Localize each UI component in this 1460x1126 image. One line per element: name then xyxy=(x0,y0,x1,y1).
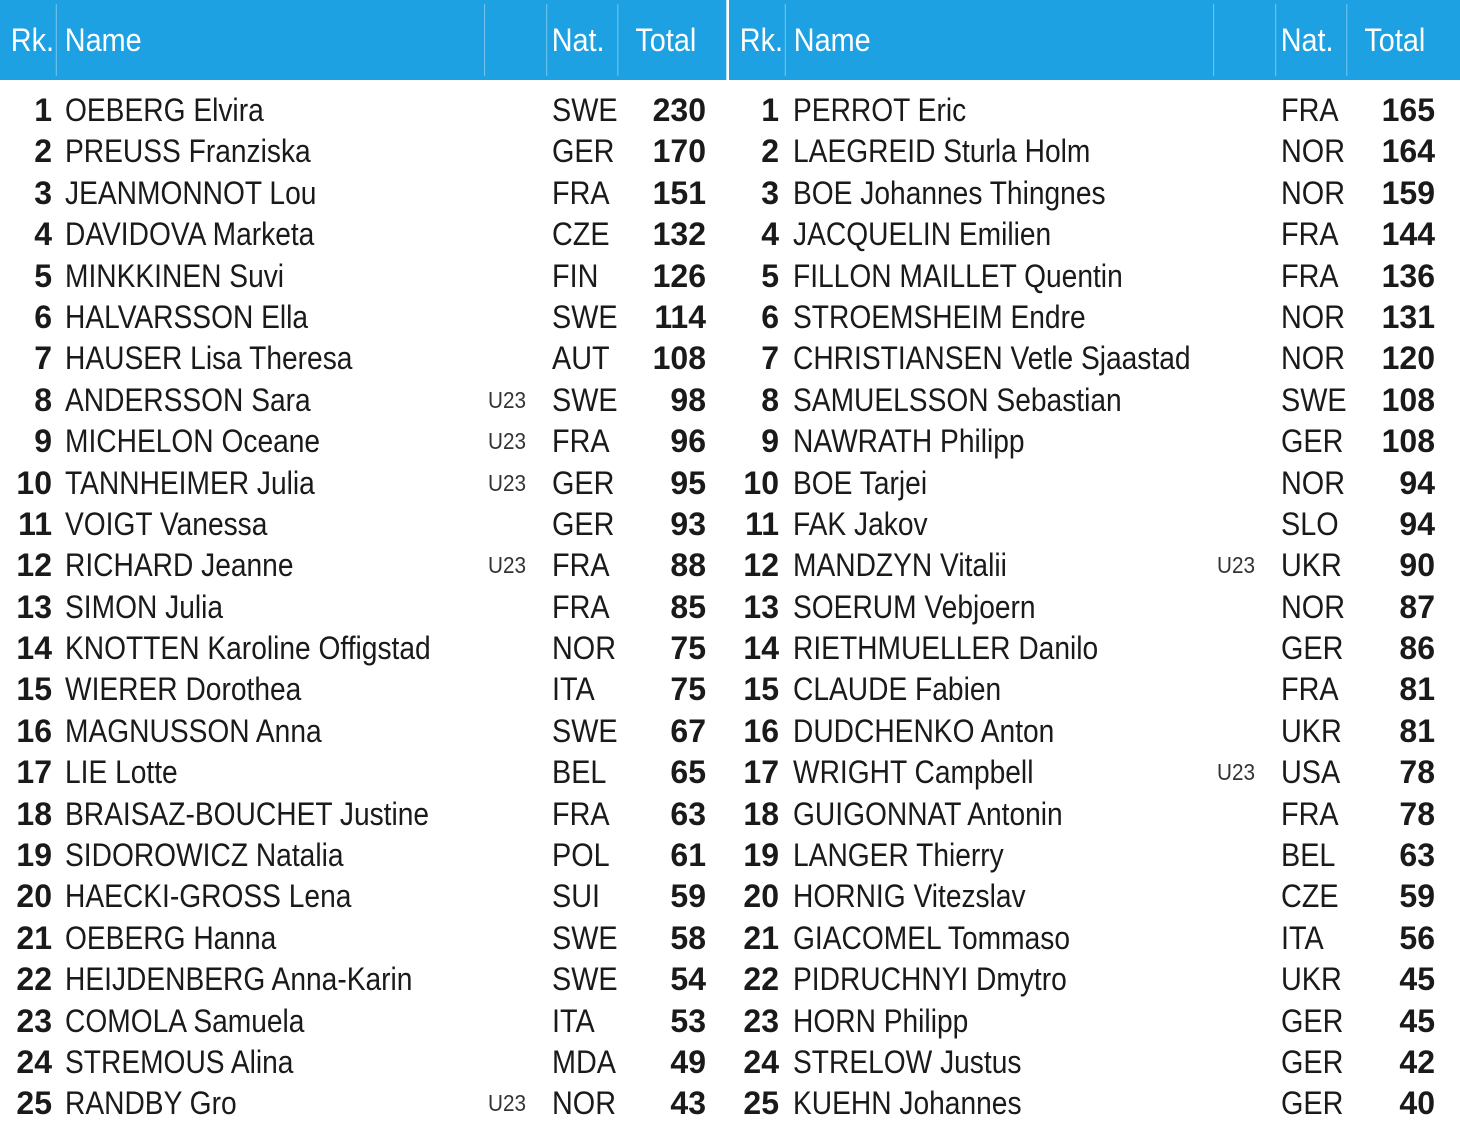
table-row xyxy=(729,628,1460,669)
table-row xyxy=(0,504,726,545)
table-row xyxy=(729,463,1460,504)
athlete-name: KNOTTEN Karoline Offigstad xyxy=(65,630,431,667)
nation-code: ITA xyxy=(552,1002,595,1039)
table-row xyxy=(729,297,1460,338)
rank-cell: 12 xyxy=(743,547,779,584)
header-divider xyxy=(56,4,57,76)
nation-code: NOR xyxy=(552,630,616,667)
nation-code: NOR xyxy=(1281,340,1345,377)
table-row xyxy=(0,380,726,421)
athlete-name: DAVIDOVA Marketa xyxy=(65,216,315,253)
table-row xyxy=(729,918,1460,959)
rank-cell: 12 xyxy=(16,547,52,584)
total-points: 93 xyxy=(670,505,706,542)
athlete-name: RIETHMUELLER Danilo xyxy=(793,630,1099,667)
athlete-name: BOE Tarjei xyxy=(793,464,928,501)
table-row xyxy=(729,711,1460,752)
athlete-name: JEANMONNOT Lou xyxy=(65,174,317,211)
header-divider xyxy=(1213,4,1214,76)
total-points: 75 xyxy=(670,671,706,708)
rank-cell: 8 xyxy=(761,381,779,418)
rank-cell: 1 xyxy=(761,92,779,128)
nation-code: NOR xyxy=(1281,298,1345,335)
total-points: 131 xyxy=(1381,298,1435,335)
table-row xyxy=(729,1001,1460,1042)
nation-code: GER xyxy=(1281,423,1344,460)
header-divider xyxy=(1275,4,1276,76)
rank-cell: 16 xyxy=(743,712,779,749)
header-divider xyxy=(785,4,786,76)
nation-code: UKR xyxy=(1281,547,1342,584)
rank-cell: 4 xyxy=(761,216,779,253)
nation-code: FRA xyxy=(552,174,610,211)
nation-code: GER xyxy=(1281,1002,1344,1039)
athlete-name: OEBERG Elvira xyxy=(65,92,264,128)
nation-code: GER xyxy=(552,505,615,542)
athlete-name: HORNIG Vitezslav xyxy=(793,878,1026,915)
total-points: 61 xyxy=(670,837,706,874)
athlete-name: HORN Philipp xyxy=(793,1002,969,1039)
nation-code: SUI xyxy=(552,878,601,915)
table-row xyxy=(729,90,1460,131)
table-row xyxy=(729,545,1460,586)
nation-code: FRA xyxy=(552,795,610,832)
total-points: 87 xyxy=(1399,588,1435,625)
rank-cell: 13 xyxy=(743,588,779,625)
women-standings-table xyxy=(0,0,726,1126)
athlete-name: DUDCHENKO Anton xyxy=(793,712,1055,749)
rank-cell: 23 xyxy=(16,1002,52,1039)
nation-code: SWE xyxy=(552,919,618,956)
total-points: 85 xyxy=(670,588,706,625)
athlete-name: GUIGONNAT Antonin xyxy=(793,795,1063,832)
table-row xyxy=(0,587,726,628)
total-points: 94 xyxy=(1399,464,1435,501)
rank-cell: 24 xyxy=(16,1043,52,1080)
table-row xyxy=(729,214,1460,255)
total-points: 108 xyxy=(1381,381,1435,418)
athlete-name: OEBERG Hanna xyxy=(65,919,277,956)
rank-cell: 19 xyxy=(743,837,779,874)
athlete-name: ANDERSSON Sara xyxy=(65,381,311,418)
athlete-name: WIERER Dorothea xyxy=(65,671,302,708)
nation-code: FRA xyxy=(1281,216,1339,253)
total-points: 136 xyxy=(1381,257,1435,294)
total-points: 170 xyxy=(652,133,706,170)
nation-code: FRA xyxy=(1281,795,1339,832)
table-row xyxy=(0,1001,726,1042)
total-points: 86 xyxy=(1399,630,1435,667)
nation-code: NOR xyxy=(1281,464,1345,501)
table-row xyxy=(729,752,1460,793)
rank-cell: 17 xyxy=(16,754,52,791)
total-points: 98 xyxy=(670,381,706,418)
rank-cell: 4 xyxy=(34,216,52,253)
athlete-name: HAECKI-GROSS Lena xyxy=(65,878,352,915)
nation-code: MDA xyxy=(552,1043,616,1080)
nation-code: SWE xyxy=(552,712,618,749)
header-divider xyxy=(617,4,618,76)
nation-code: GER xyxy=(552,133,615,170)
table-row xyxy=(729,421,1460,462)
nation-code: ITA xyxy=(552,671,595,708)
table-row xyxy=(0,421,726,462)
athlete-name: CHRISTIANSEN Vetle Sjaastad xyxy=(793,340,1191,377)
nation-code: FRA xyxy=(1281,92,1339,128)
table-row xyxy=(0,463,726,504)
rank-cell: 14 xyxy=(743,630,779,667)
table-row xyxy=(729,1083,1460,1124)
athlete-name: RICHARD Jeanne xyxy=(65,547,294,584)
total-points: 56 xyxy=(1399,919,1435,956)
header-total: Total xyxy=(1364,22,1426,58)
rank-cell: 9 xyxy=(34,423,52,460)
nation-code: CZE xyxy=(1281,878,1339,915)
nation-code: FRA xyxy=(552,588,610,625)
header-total: Total xyxy=(635,22,697,58)
nation-code: FRA xyxy=(552,547,610,584)
rank-cell: 6 xyxy=(761,298,779,335)
total-points: 63 xyxy=(670,795,706,832)
header-name: Name xyxy=(793,22,871,58)
athlete-name: MICHELON Oceane xyxy=(65,423,321,460)
table-row xyxy=(0,338,726,379)
nation-code: CZE xyxy=(552,216,610,253)
athlete-name: CLAUDE Fabien xyxy=(793,671,1002,708)
u23-tag: U23 xyxy=(1217,552,1255,579)
table-row xyxy=(729,876,1460,917)
rank-cell: 20 xyxy=(16,878,52,915)
nation-code: SWE xyxy=(552,92,618,128)
rank-cell: 25 xyxy=(16,1085,52,1122)
rank-cell: 1 xyxy=(34,92,52,128)
athlete-name: RANDBY Gro xyxy=(65,1085,237,1122)
rank-cell: 7 xyxy=(761,340,779,377)
athlete-name: STREMOUS Alina xyxy=(65,1043,294,1080)
athlete-name: SOERUM Vebjoern xyxy=(793,588,1036,625)
nation-code: FIN xyxy=(552,257,599,294)
rank-cell: 15 xyxy=(16,671,52,708)
header-name: Name xyxy=(64,22,142,58)
table-row xyxy=(0,297,726,338)
total-points: 126 xyxy=(652,257,706,294)
table-row xyxy=(0,173,726,214)
table-row xyxy=(729,131,1460,172)
table-row xyxy=(0,876,726,917)
rank-cell: 15 xyxy=(743,671,779,708)
athlete-name: NAWRATH Philipp xyxy=(793,423,1025,460)
rank-cell: 10 xyxy=(16,464,52,501)
total-points: 108 xyxy=(1381,423,1435,460)
nation-code: SWE xyxy=(552,381,618,418)
header-nat: Nat. xyxy=(551,22,605,58)
total-points: 78 xyxy=(1399,754,1435,791)
nation-code: NOR xyxy=(1281,133,1345,170)
table-row xyxy=(729,835,1460,876)
rank-cell: 5 xyxy=(34,257,52,294)
nation-code: GER xyxy=(1281,1043,1344,1080)
rank-cell: 2 xyxy=(34,133,52,170)
athlete-name: VOIGT Vanessa xyxy=(65,505,268,542)
rank-cell: 2 xyxy=(761,133,779,170)
total-points: 96 xyxy=(670,423,706,460)
total-points: 165 xyxy=(1381,92,1435,128)
rank-cell: 25 xyxy=(743,1085,779,1122)
rank-cell: 21 xyxy=(16,919,52,956)
athlete-name: PIDRUCHNYI Dmytro xyxy=(793,961,1067,998)
athlete-name: HALVARSSON Ella xyxy=(65,298,309,335)
table-row xyxy=(0,711,726,752)
nation-code: UKR xyxy=(1281,961,1342,998)
total-points: 54 xyxy=(670,961,706,998)
nation-code: BEL xyxy=(1281,837,1336,874)
athlete-name: FAK Jakov xyxy=(793,505,928,542)
header-nat: Nat. xyxy=(1280,22,1334,58)
total-points: 159 xyxy=(1381,174,1435,211)
athlete-name: MANDZYN Vitalii xyxy=(793,547,1007,584)
rank-cell: 9 xyxy=(761,423,779,460)
total-points: 90 xyxy=(1399,547,1435,584)
total-points: 49 xyxy=(670,1043,706,1080)
table-header xyxy=(0,0,727,80)
athlete-name: SIDOROWICZ Natalia xyxy=(65,837,344,874)
rank-cell: 13 xyxy=(16,588,52,625)
standings-rows xyxy=(729,90,1460,1125)
nation-code: USA xyxy=(1281,754,1341,791)
nation-code: SWE xyxy=(552,298,618,335)
nation-code: FRA xyxy=(1281,671,1339,708)
table-row xyxy=(729,380,1460,421)
nation-code: BEL xyxy=(552,754,607,791)
athlete-name: STRELOW Justus xyxy=(793,1043,1022,1080)
total-points: 88 xyxy=(670,547,706,584)
rank-cell: 23 xyxy=(743,1002,779,1039)
rank-cell: 11 xyxy=(18,505,52,542)
athlete-name: WRIGHT Campbell xyxy=(793,754,1034,791)
athlete-name: SAMUELSSON Sebastian xyxy=(793,381,1122,418)
total-points: 59 xyxy=(670,878,706,915)
total-points: 78 xyxy=(1399,795,1435,832)
table-row xyxy=(0,90,726,131)
athlete-name: MAGNUSSON Anna xyxy=(65,712,322,749)
rank-cell: 6 xyxy=(34,298,52,335)
total-points: 108 xyxy=(652,340,706,377)
table-row xyxy=(0,835,726,876)
table-row xyxy=(729,587,1460,628)
athlete-name: STROEMSHEIM Endre xyxy=(793,298,1086,335)
table-row xyxy=(0,752,726,793)
athlete-name: KUEHN Johannes xyxy=(793,1085,1022,1122)
total-points: 81 xyxy=(1399,712,1435,749)
table-row xyxy=(0,1042,726,1083)
nation-code: GER xyxy=(552,464,615,501)
total-points: 132 xyxy=(652,216,706,253)
total-points: 45 xyxy=(1399,961,1435,998)
rank-cell: 10 xyxy=(743,464,779,501)
rank-cell: 8 xyxy=(34,381,52,418)
table-row xyxy=(729,504,1460,545)
table-row xyxy=(729,669,1460,710)
athlete-name: SIMON Julia xyxy=(65,588,224,625)
total-points: 59 xyxy=(1399,878,1435,915)
table-row xyxy=(729,794,1460,835)
total-points: 95 xyxy=(670,464,706,501)
athlete-name: BOE Johannes Thingnes xyxy=(793,174,1106,211)
table-row xyxy=(0,214,726,255)
nation-code: FRA xyxy=(1281,257,1339,294)
nation-code: NOR xyxy=(1281,588,1345,625)
total-points: 40 xyxy=(1399,1085,1435,1122)
athlete-name: PERROT Eric xyxy=(793,92,967,128)
table-row xyxy=(729,1042,1460,1083)
header-rank: Rk. xyxy=(10,22,54,58)
total-points: 81 xyxy=(1399,671,1435,708)
total-points: 144 xyxy=(1381,216,1435,253)
total-points: 75 xyxy=(670,630,706,667)
athlete-name: BRAISAZ-BOUCHET Justine xyxy=(65,795,430,832)
athlete-name: LANGER Thierry xyxy=(793,837,1004,874)
table-header xyxy=(729,0,1460,80)
total-points: 63 xyxy=(1399,837,1435,874)
rank-cell: 18 xyxy=(16,795,52,832)
total-points: 43 xyxy=(670,1085,706,1122)
nation-code: NOR xyxy=(1281,174,1345,211)
men-standings-table xyxy=(729,0,1460,1126)
rank-cell: 24 xyxy=(743,1043,779,1080)
table-row xyxy=(729,173,1460,214)
nation-code: SWE xyxy=(552,961,618,998)
rank-cell: 14 xyxy=(16,630,52,667)
athlete-name: TANNHEIMER Julia xyxy=(65,464,315,501)
nation-code: GER xyxy=(1281,1085,1344,1122)
header-divider xyxy=(1346,4,1347,76)
rank-cell: 11 xyxy=(745,505,779,542)
total-points: 120 xyxy=(1381,340,1435,377)
table-row xyxy=(729,338,1460,379)
nation-code: NOR xyxy=(552,1085,616,1122)
rank-cell: 3 xyxy=(34,174,52,211)
nation-code: FRA xyxy=(552,423,610,460)
u23-tag: U23 xyxy=(488,469,526,496)
table-row xyxy=(0,959,726,1000)
athlete-name: HEIJDENBERG Anna-Karin xyxy=(65,961,413,998)
table-row xyxy=(0,1083,726,1124)
total-points: 53 xyxy=(670,1002,706,1039)
header-rank: Rk. xyxy=(739,22,783,58)
total-points: 94 xyxy=(1399,505,1435,542)
nation-code: SLO xyxy=(1281,505,1339,542)
athlete-name: FILLON MAILLET Quentin xyxy=(793,257,1123,294)
total-points: 114 xyxy=(654,298,706,335)
table-row xyxy=(0,918,726,959)
rank-cell: 19 xyxy=(16,837,52,874)
athlete-name: MINKKINEN Suvi xyxy=(65,257,285,294)
total-points: 42 xyxy=(1399,1043,1435,1080)
rank-cell: 22 xyxy=(16,961,52,998)
nation-code: ITA xyxy=(1281,919,1324,956)
table-row xyxy=(0,669,726,710)
nation-code: GER xyxy=(1281,630,1344,667)
athlete-name: HAUSER Lisa Theresa xyxy=(65,340,353,377)
rank-cell: 21 xyxy=(743,919,779,956)
athlete-name: LAEGREID Sturla Holm xyxy=(793,133,1091,170)
u23-tag: U23 xyxy=(488,552,526,579)
total-points: 65 xyxy=(670,754,706,791)
rank-cell: 5 xyxy=(761,257,779,294)
table-row xyxy=(729,959,1460,1000)
total-points: 164 xyxy=(1381,133,1435,170)
rank-cell: 17 xyxy=(743,754,779,791)
total-points: 230 xyxy=(652,92,706,128)
rank-cell: 7 xyxy=(34,340,52,377)
u23-tag: U23 xyxy=(488,1090,526,1117)
athlete-name: JACQUELIN Emilien xyxy=(793,216,1052,253)
total-points: 45 xyxy=(1399,1002,1435,1039)
u23-tag: U23 xyxy=(1217,759,1255,786)
athlete-name: GIACOMEL Tommaso xyxy=(793,919,1070,956)
total-points: 67 xyxy=(670,712,706,749)
rank-cell: 3 xyxy=(761,174,779,211)
athlete-name: COMOLA Samuela xyxy=(65,1002,305,1039)
table-row xyxy=(729,256,1460,297)
total-points: 151 xyxy=(652,174,706,211)
rank-cell: 20 xyxy=(743,878,779,915)
nation-code: SWE xyxy=(1281,381,1347,418)
nation-code: UKR xyxy=(1281,712,1342,749)
u23-tag: U23 xyxy=(488,386,526,413)
table-row xyxy=(0,256,726,297)
rank-cell: 18 xyxy=(743,795,779,832)
table-row xyxy=(0,131,726,172)
header-divider xyxy=(484,4,485,76)
rank-cell: 22 xyxy=(743,961,779,998)
total-points: 58 xyxy=(670,919,706,956)
u23-tag: U23 xyxy=(488,428,526,455)
table-row xyxy=(0,794,726,835)
athlete-name: LIE Lotte xyxy=(65,754,178,791)
nation-code: AUT xyxy=(552,340,610,377)
standings-rows xyxy=(0,90,726,1125)
athlete-name: PREUSS Franziska xyxy=(65,133,311,170)
header-divider xyxy=(546,4,547,76)
table-row xyxy=(0,545,726,586)
rank-cell: 16 xyxy=(16,712,52,749)
nation-code: POL xyxy=(552,837,610,874)
table-row xyxy=(0,628,726,669)
